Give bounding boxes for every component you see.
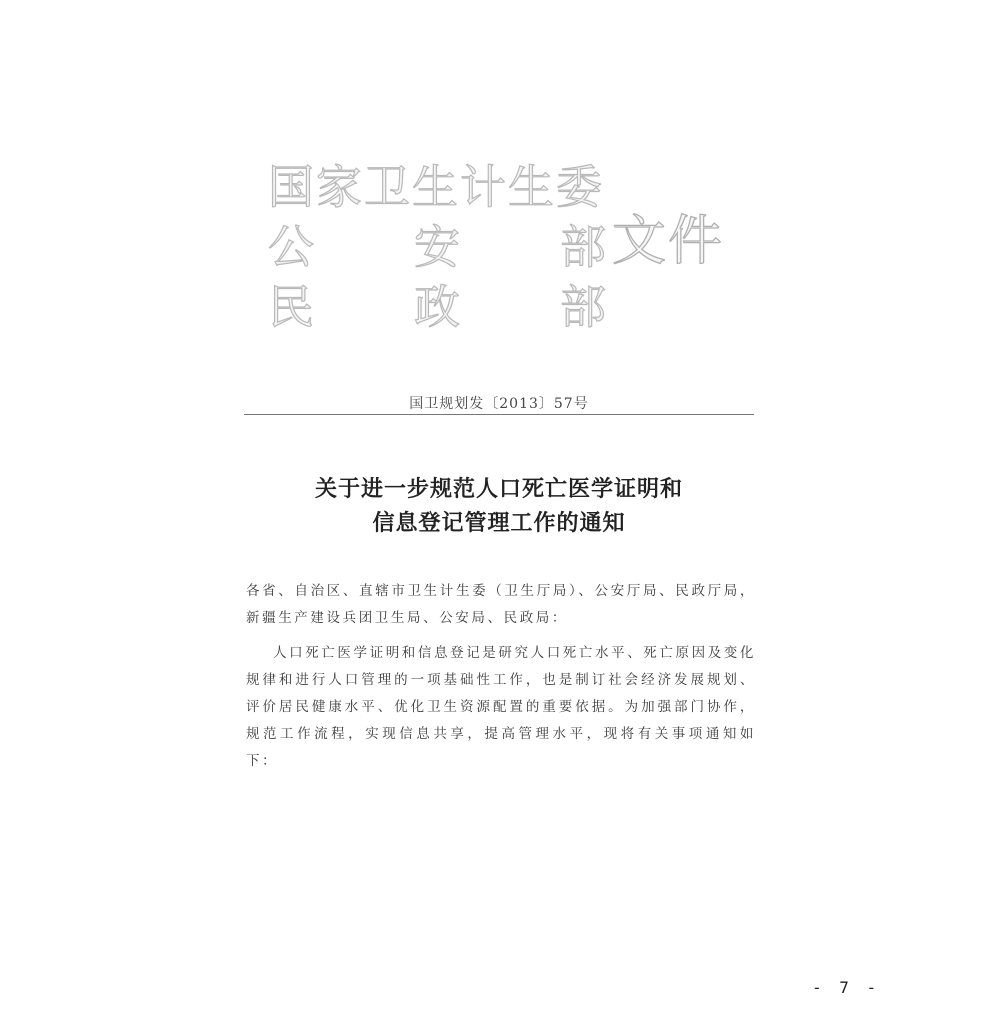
body-paragraph-1: 人口死亡医学证明和信息登记是研究人口死亡水平、死亡原因及变化规律和进行人口管理的一项基础性工作，也是制订社会经济发展规划、评价居民健康水平、优化卫生资源配置的重要依据。为加强部门协作，规范工作流程，实现信息共享，提高管理水平，现将有关事项通知如下： bbox=[246, 645, 756, 769]
issuer-mps-char-1: 公 bbox=[268, 220, 316, 274]
document-type-label: 文件 bbox=[612, 209, 724, 272]
header-divider bbox=[244, 414, 754, 415]
addressees: 各省、自治区、直辖市卫生计生委（卫生厅局）、公安厅局、民政厅局，新疆生产建设兵团卫生局、公安局、民政局： bbox=[246, 583, 756, 626]
title-line-2: 信息登记管理工作的通知 bbox=[372, 510, 626, 536]
title-line-1: 关于进一步规范人口死亡医学证明和 bbox=[314, 476, 683, 502]
document-body bbox=[246, 578, 756, 775]
issuer-mps-char-2: 安 bbox=[414, 220, 462, 274]
issuer-mps-char-3: 部 bbox=[560, 220, 608, 274]
issuer-nhfpc: 国家卫生计生委 bbox=[268, 160, 604, 214]
issuer-mca-char-2: 政 bbox=[414, 280, 462, 334]
issuer-mca-char-3: 部 bbox=[560, 280, 608, 334]
page-number: - 7 - bbox=[812, 978, 881, 997]
document-title bbox=[244, 472, 754, 540]
issuer-mca-char-1: 民 bbox=[268, 280, 316, 334]
document-number: 国卫规划发〔2013〕57号 bbox=[409, 396, 589, 412]
